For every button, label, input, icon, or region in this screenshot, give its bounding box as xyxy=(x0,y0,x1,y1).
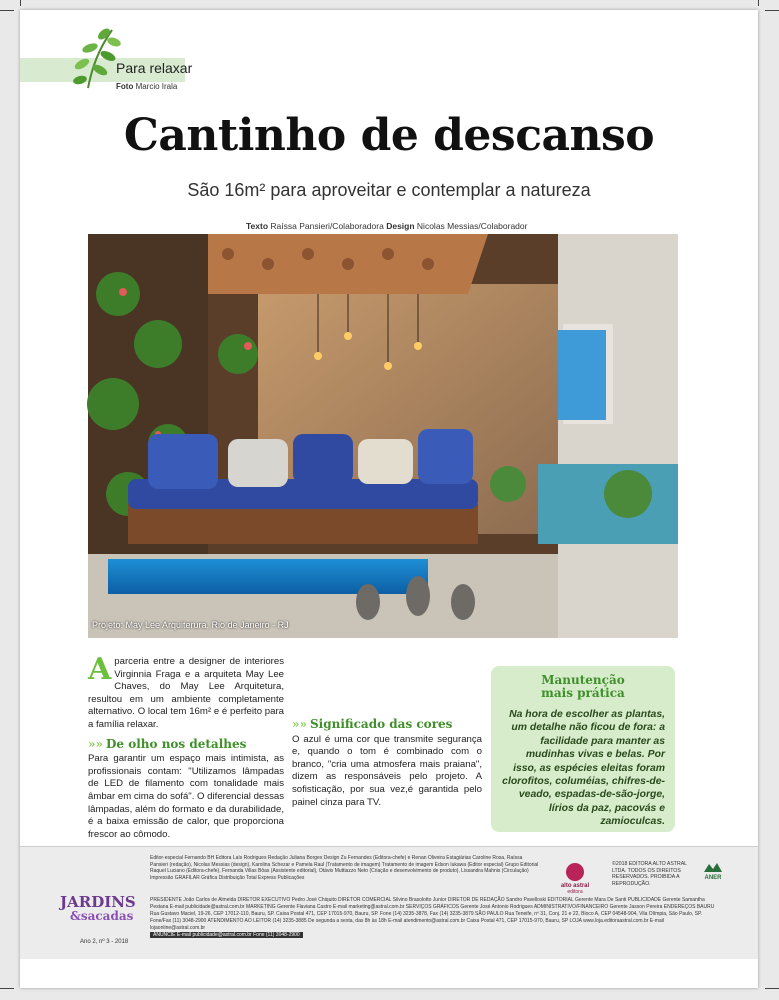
subhead-details xyxy=(88,738,284,751)
staff-credits-editorial: Editor-especial Fernando BH Editora Laís Rodrigues Redação Juliana Borges Design Zu Fernandes (Editora-chefe) e Renan Oliveira Estagiárias Caroline Rosa, Raíssa Pansieri (redação), Nicolas Messias (design), Karolina Schezar e Pamela Raul (Tratamento de imagem) Tratamento de imagem Edson Iukawa (Editor especial) Grupo Editorial Raquel Luciano (Editora-chefe), Fernanda Villas Bôas (Assistente editorial), Otávio Muttiazzo Neto (Criação e desenvolvimento de produto), Lissandra Mahnis (Circulação) Impressão GRAFILAR Gráfica Distribuição Total Express Publicações xyxy=(150,855,539,881)
leaf-branch-icon xyxy=(68,24,130,90)
aner-logo xyxy=(698,861,728,881)
tip-box xyxy=(491,666,675,832)
byline-design: Nicolas Messias/Colaborador xyxy=(416,221,528,231)
aner-logo-icon xyxy=(703,861,723,873)
byline-text: Raíssa Pansieri/Colaboradora xyxy=(270,221,384,231)
crop-mark xyxy=(765,988,779,989)
subhead-arrow-icon: »» xyxy=(292,717,307,731)
staff-credits xyxy=(150,855,540,884)
publisher-logo xyxy=(550,863,600,895)
tip-box-title-line2: mais prática xyxy=(541,686,625,700)
edition-info: Ano 2, nº 3 - 2018 xyxy=(80,939,129,945)
tip-box-text: Na hora de escolher as plantas, um detalhe não ficou de fora: a facilidade para manter as mudinhas vivas e belas. Por isso, as espécies eleitas foram clorofitos, columéias, chifres-de-veado, espadas-de-são-jorge, lírios da paz, pacovás e zamioculcas. xyxy=(502,709,665,828)
subhead-details-text: De olho nos detalhes xyxy=(106,736,247,751)
subhead-colors xyxy=(292,718,482,731)
masthead-footer xyxy=(20,846,758,959)
interior-photo-illustration xyxy=(88,234,678,638)
crop-mark xyxy=(758,0,759,6)
byline-design-label: Design xyxy=(386,221,415,231)
tip-box-title-line1: Manutenção xyxy=(541,673,625,687)
publisher-logo-sub: editora xyxy=(567,889,583,895)
article-subtitle: São 16m² para aproveitar e contemplar a natureza xyxy=(187,180,591,200)
magazine-logo-line2: &sacadas xyxy=(70,909,134,923)
column-2 xyxy=(292,656,482,809)
crop-mark xyxy=(765,10,779,11)
byline xyxy=(246,221,527,231)
corporate-credits-text: PRESIDENTE João Carlos de Almeida DIRETOR EXECUTIVO Pedro José Chiquito DIRETOR COMERCIAL Silvino Brasolotto Junior DIRETOR DE REDAÇÃO Sandro Pavelloski EDITORIAL Gerente Mara De Santi PUBLICIDADE Gerente Samantha Pestana E-mail publicidade@astral.com.br MARKETING Gerente Flaviana Castro E-mail marketing@astral.com.br SERVIÇOS GRÁFICOS Gerente José Antonio Rodrigues ADMINISTRATIVO/FINANCEIRO Gerente Jasson Pereira ENDEREÇOS BAURU Rua Gustavo Maciel, 19-26, CEP 17012-110, Bauru, SP. Caixa Postal 471, CEP 17015-970, Bauru, SP. Fone (14) 3235-3878, Fax (14) 3235-3879 SÃO PAULO Rua Teneife, nº 31, Conj. 21 e 22, Bloco A, CEP 04548-904, Vila Olímpia, São Paulo, SP. Fone/Fax (11) 3048-2900 ATENDIMENTO AO LEITOR (14) 3235-3885 De segunda a sexta, das 8h às 18h E-mail atendimento@astral.com.br Caixa Postal 471, CEP 17015-970, Bauru, SP LOJA www.loja.editoraastral.com.br E-mail lojaonline@astral.com.br xyxy=(150,897,715,931)
corporate-credits xyxy=(150,897,716,939)
photo-credit xyxy=(116,82,177,91)
subhead-arrow-icon: »» xyxy=(88,736,103,751)
magazine-page xyxy=(20,10,758,988)
section-label: Para relaxar xyxy=(116,60,193,76)
advertise-line: ANUNCIE E-mail publicidade@astral.com.br Fone (11) 3048-2900 xyxy=(150,932,303,938)
column-1 xyxy=(88,652,284,840)
magazine-logo-line1: JARDINS xyxy=(60,893,136,911)
publisher-logo-icon xyxy=(566,863,584,881)
article-title: Cantinho de descanso xyxy=(123,110,655,161)
photo-credit-name: Marcio Irala xyxy=(135,82,178,91)
intro-paragraph: parceria entre a designer de interiores Virginnia Fraga e a arquiteta May Lee Chaves, do May Lee Arquitetura, resultou em um ambiente completamente alternativo. O local tem 16m² e é perfeito para a família relaxar. xyxy=(88,656,284,730)
paragraph-colors: O azul é uma cor que transmite segurança e, quando o tom é combinado com o branco, "cria uma atmosfera mais praiana", dizem as responsáveis pelo projeto. A sofisticação, por sua vez,é garantida pelo painel cinza para TV. xyxy=(292,733,482,808)
crop-mark xyxy=(20,0,21,6)
photo-caption: Projeto: May Lee Arquiterura, Rio de Janeiro - RJ xyxy=(92,620,289,630)
crop-mark xyxy=(0,10,14,11)
publisher-logo-text: alto astral xyxy=(560,883,590,889)
aner-logo-text: ANER xyxy=(704,875,722,881)
hero-photo xyxy=(88,234,678,638)
crop-mark xyxy=(0,988,14,989)
tip-box-title xyxy=(491,674,675,700)
subhead-colors-text: Significado das cores xyxy=(310,717,453,731)
magazine-logo xyxy=(60,895,136,923)
copyright-notice: ©2018 EDITORA ALTO ASTRAL LTDA. TODOS OS DIREITOS RESERVADOS. PROIBIDA A REPRODUÇÃO. xyxy=(612,861,687,887)
photo-credit-label: Foto xyxy=(116,82,134,91)
paragraph-details: Para garantir um espaço mais intimista, as profissionais contam: "Utilizamos lâmpadas de LED de filamento com tonalidade mais âmbar em cima do sofá". O diferencial dessas lâmpadas, além do formato e da durabilidade, é a baixa emissão de calor, que proporciona frescor ao cômodo. xyxy=(88,753,284,840)
byline-text-label: Texto xyxy=(246,221,269,231)
dropcap: A xyxy=(88,652,112,687)
